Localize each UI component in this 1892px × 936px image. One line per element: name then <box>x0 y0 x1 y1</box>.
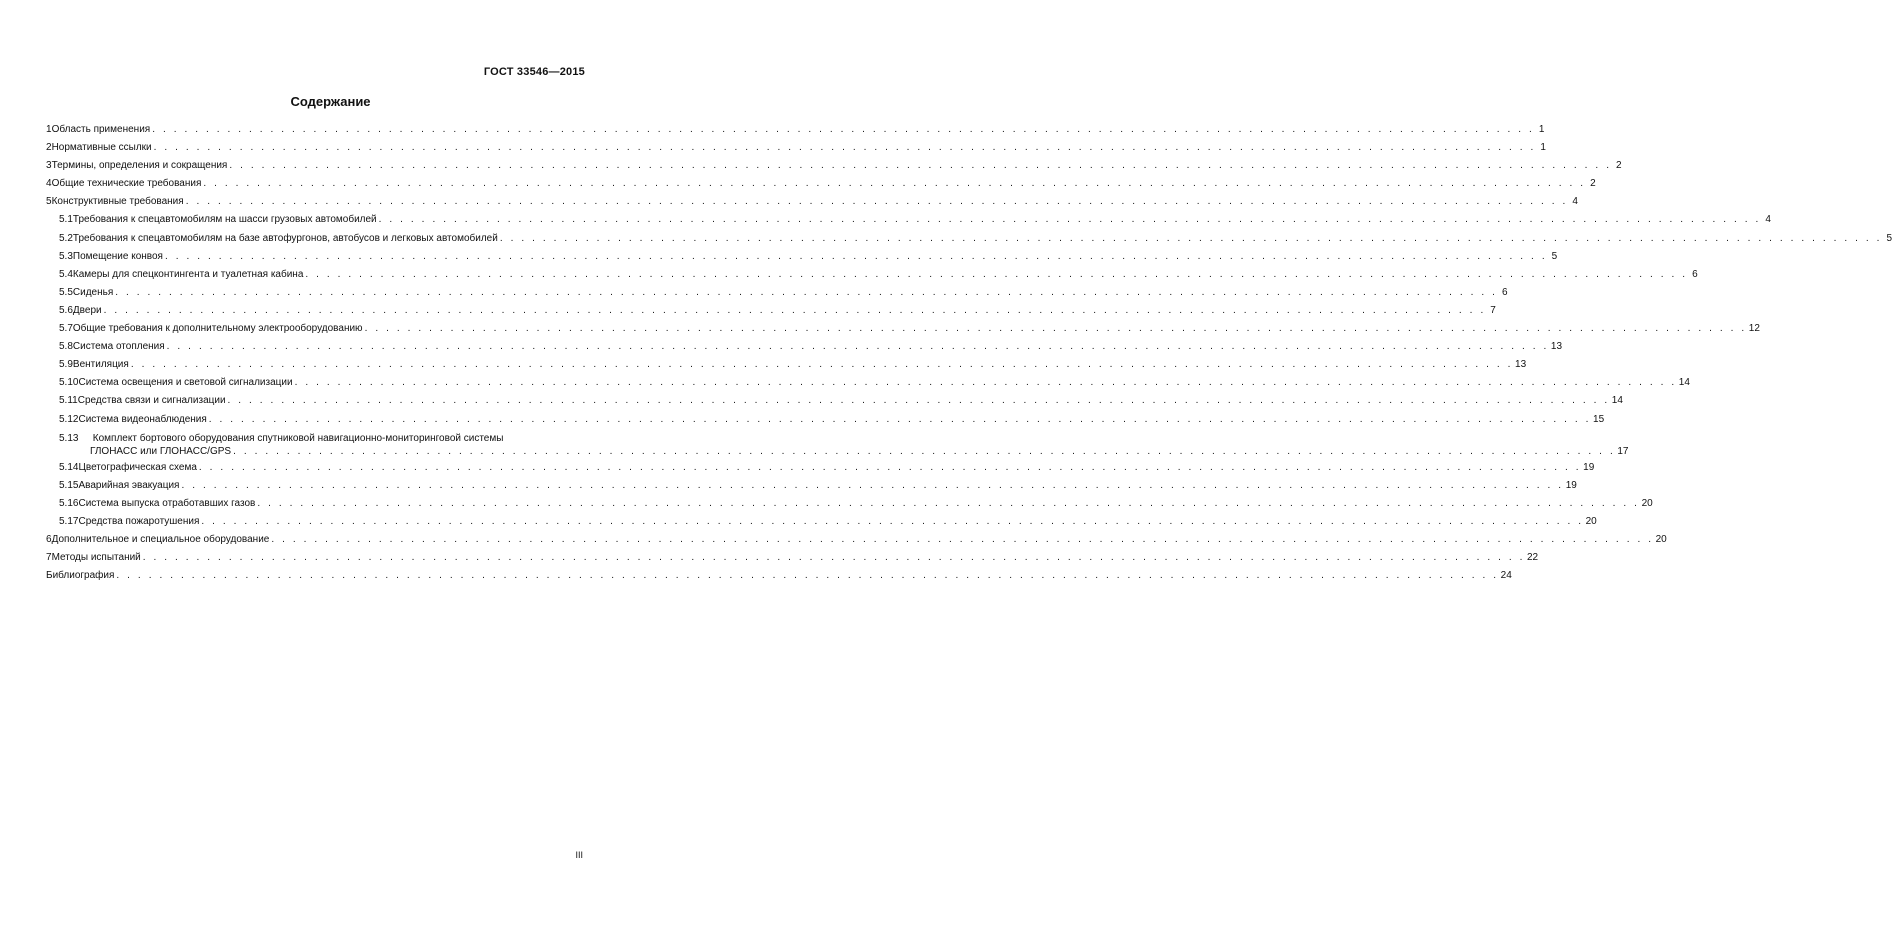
dot-leader <box>365 320 1747 338</box>
toc-title: Система видеонаблюдения <box>78 413 207 425</box>
toc-page: 19 <box>1583 461 1595 473</box>
toc-page: 14 <box>1678 377 1690 389</box>
toc-number: 1 <box>46 124 52 135</box>
toc-page: 2 <box>1616 160 1622 172</box>
dot-leader <box>199 459 1581 477</box>
dot-leader <box>233 445 1615 458</box>
toc-item-5-7[interactable] <box>46 320 1760 338</box>
toc-item-5[interactable] <box>46 193 1578 211</box>
toc-page: 4 <box>1572 196 1578 208</box>
toc-page: 12 <box>1748 323 1760 335</box>
toc-item-5-17[interactable] <box>46 513 1597 531</box>
dot-leader <box>165 248 1547 266</box>
toc-page: 22 <box>1527 552 1539 564</box>
toc-item-4[interactable] <box>46 175 1596 193</box>
toc-number: 5.3 <box>59 250 73 262</box>
dot-leader <box>228 392 1610 410</box>
toc-number: 5.5 <box>59 286 73 298</box>
dot-leader <box>201 513 1583 531</box>
table-of-contents <box>46 121 1892 585</box>
toc-title: Общие технические требования <box>51 178 202 190</box>
toc-item-7[interactable] <box>46 549 1539 567</box>
dot-leader <box>152 121 1534 139</box>
toc-page: 24 <box>1500 570 1512 582</box>
toc-number: 5.9 <box>59 359 73 371</box>
toc-title: Дополнительное и специальное оборудование <box>51 533 270 545</box>
toc-title: Цветографическая схема <box>78 461 197 473</box>
toc-item-3[interactable] <box>46 157 1622 175</box>
toc-item-5-5[interactable] <box>46 284 1508 302</box>
toc-number: 5.2 <box>59 232 73 244</box>
toc-number: 5.16 <box>59 497 79 509</box>
toc-page: 5 <box>1886 232 1892 244</box>
toc-item-5-9[interactable] <box>46 356 1527 374</box>
toc-number: 3 <box>46 160 52 172</box>
toc-number: 5.15 <box>59 479 79 491</box>
dot-leader <box>257 495 1639 513</box>
toc-page: 13 <box>1515 359 1527 371</box>
toc-item-bibliography[interactable] <box>46 567 1512 585</box>
toc-item-5-8[interactable] <box>46 338 1563 356</box>
toc-item-5-12[interactable] <box>46 411 1605 429</box>
toc-number: 5.11 <box>59 395 78 407</box>
toc-page: 1 <box>1538 124 1545 135</box>
toc-page: 7 <box>1490 304 1496 316</box>
toc-title: Общие требования к дополнительному электрооборудованию <box>72 323 363 335</box>
dot-leader <box>104 302 1486 320</box>
toc-page: 6 <box>1692 268 1698 280</box>
toc-title: Система освещения и световой сигнализации <box>78 377 293 389</box>
dot-leader <box>186 193 1568 211</box>
toc-number: 5.4 <box>59 268 73 280</box>
toc-page: 6 <box>1501 286 1508 298</box>
toc-number: 6 <box>46 533 52 545</box>
toc-page: 20 <box>1585 515 1597 527</box>
dot-leader <box>143 549 1525 567</box>
dot-leader <box>115 284 1497 302</box>
dot-leader <box>209 411 1591 429</box>
toc-page: 4 <box>1765 214 1771 226</box>
toc-title: Средства связи и сигнализации <box>77 395 226 407</box>
toc-title: Конструктивные требования <box>51 196 184 208</box>
toc-number: 5.17 <box>59 515 79 527</box>
toc-title: Помещение конвоя <box>72 250 163 262</box>
toc-item-5-1[interactable] <box>46 211 1771 229</box>
toc-title: Система отопления <box>72 341 165 353</box>
dot-leader <box>500 230 1882 248</box>
dot-leader <box>203 175 1585 193</box>
toc-item-5-16[interactable] <box>46 495 1653 513</box>
toc-item-5-2[interactable] <box>46 230 1892 248</box>
toc-number: 5.7 <box>59 323 73 335</box>
toc-title: Требования к спецавтомобилям на шасси грузовых автомобилей <box>72 214 377 226</box>
dot-leader <box>379 211 1761 229</box>
toc-item-5-3[interactable] <box>46 248 1558 266</box>
toc-title: Требования к спецавтомобилям на базе автофургонов, автобусов и легковых автомобилей <box>72 232 498 244</box>
toc-number: 5.1 <box>59 214 73 226</box>
toc-page: 19 <box>1565 479 1577 491</box>
toc-page: 2 <box>1590 178 1596 190</box>
toc-page: 14 <box>1611 395 1623 407</box>
standard-number: ГОСТ 33546—2015 <box>483 66 585 78</box>
toc-item-1[interactable] <box>46 121 1545 139</box>
toc-number: 5.6 <box>59 304 73 316</box>
toc-item-6[interactable] <box>46 531 1667 549</box>
toc-number: 2 <box>46 142 52 154</box>
dot-leader <box>271 531 1653 549</box>
toc-page: 13 <box>1550 341 1563 353</box>
toc-item-2[interactable] <box>46 139 1546 157</box>
toc-page: 20 <box>1641 497 1653 509</box>
toc-title: Аварийная эвакуация <box>78 479 180 491</box>
toc-item-5-6[interactable] <box>46 302 1496 320</box>
toc-title: Средства пожаротушения <box>78 515 200 527</box>
toc-number: 5.10 <box>59 377 79 389</box>
toc-item-5-11[interactable] <box>46 392 1623 410</box>
toc-item-5-14[interactable] <box>46 459 1595 477</box>
toc-title: Двери <box>72 304 102 316</box>
toc-number: 5.14 <box>59 461 79 473</box>
toc-number: 5 <box>46 196 52 208</box>
dot-leader <box>116 567 1498 585</box>
dot-leader <box>229 157 1611 175</box>
toc-page: 20 <box>1655 533 1667 545</box>
toc-title: Камеры для спецконтингента и туалетная кабина <box>72 268 304 280</box>
page-number: III <box>575 850 583 860</box>
dot-leader <box>131 356 1513 374</box>
toc-number: 7 <box>46 552 52 564</box>
dot-leader <box>181 477 1563 495</box>
toc-title: Вентиляция <box>72 359 129 371</box>
toc-title: Библиография <box>46 570 115 582</box>
toc-page: 15 <box>1593 413 1605 425</box>
toc-page: 5 <box>1551 250 1558 262</box>
toc-item-5-15[interactable] <box>46 477 1577 495</box>
toc-item-5-10[interactable] <box>46 374 1690 392</box>
toc-title: Область применения <box>51 124 151 135</box>
dot-leader <box>305 266 1687 284</box>
toc-title: Система выпуска отработавших газов <box>78 497 256 509</box>
page-title: Содержание <box>290 94 371 109</box>
toc-item-5-13[interactable] <box>46 429 1629 459</box>
toc-number: 5.8 <box>59 341 73 353</box>
toc-title: Комплект бортового оборудования спутниковой навигационно-мониторинговой системы <box>92 432 504 444</box>
toc-title: Термины, определения и сокращения <box>51 160 228 172</box>
toc-title: Методы испытаний <box>51 552 141 564</box>
toc-item-5-4[interactable] <box>46 266 1698 284</box>
toc-title-continued: ГЛОНАСС или ГЛОНАСС/GPS <box>90 445 232 457</box>
toc-page: 17 <box>1617 445 1629 457</box>
toc-number: 5.13 <box>59 432 79 444</box>
toc-title: Нормативные ссылки <box>51 142 152 154</box>
toc-number: 5.12 <box>59 413 79 425</box>
dot-leader <box>167 338 1549 356</box>
toc-title: Сиденья <box>72 286 114 298</box>
toc-number: 4 <box>46 178 52 190</box>
toc-page: 1 <box>1540 142 1546 154</box>
dot-leader <box>154 139 1536 157</box>
dot-leader <box>295 374 1677 392</box>
